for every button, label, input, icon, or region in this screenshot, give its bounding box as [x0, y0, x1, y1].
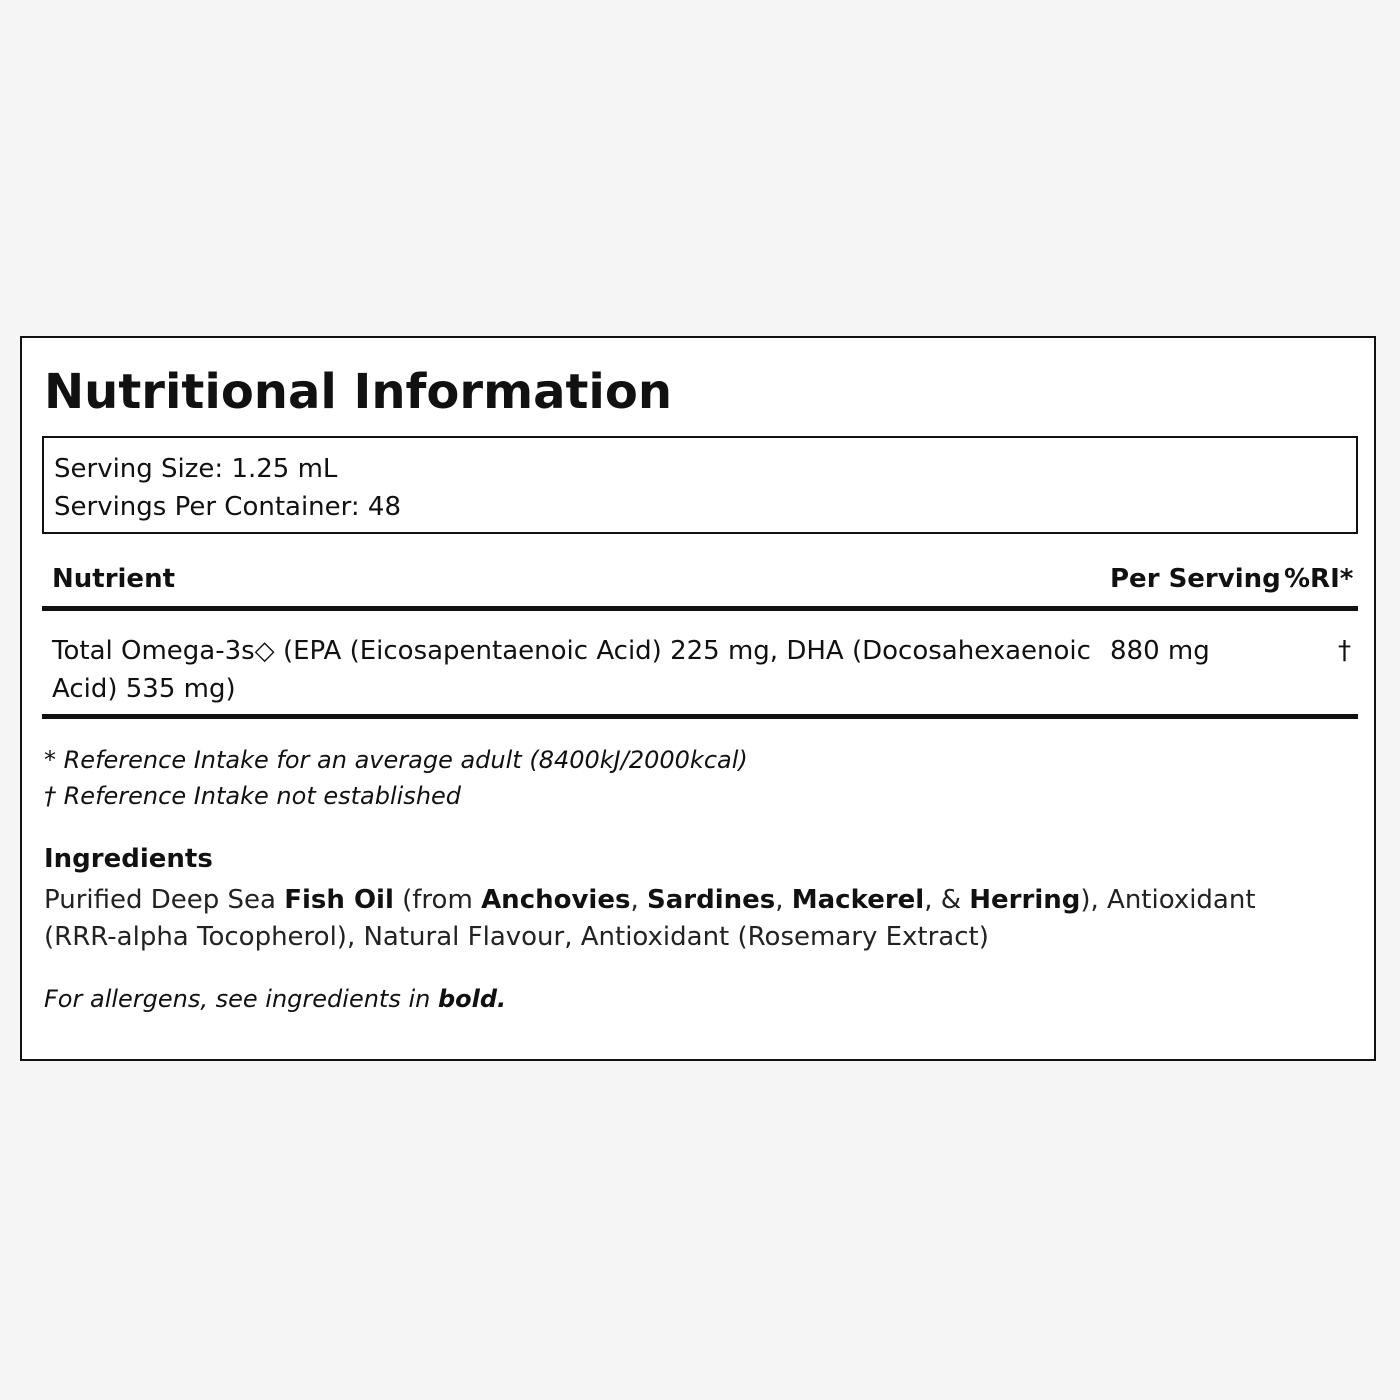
allergen-note [44, 981, 506, 1017]
table-bottom-divider [42, 714, 1358, 719]
ingredient-allergen: Mackerel [791, 885, 925, 915]
column-header-ri: %RI* [1284, 564, 1354, 594]
footnotes [44, 742, 748, 814]
ingredients-text [44, 882, 1324, 956]
nutrient-name: Total Omega-3s◇ (EPA (Eicosapentaenoic Acid) 225 mg, DHA (Docosahexaenoic Acid) 535 mg) [52, 636, 1091, 704]
allergen-note-text: For allergens, see ingredients in [44, 985, 438, 1013]
nutrient-ri: † [1338, 636, 1351, 666]
ingredient-allergen: Herring [969, 885, 1081, 915]
allergen-note-emphasis: bold. [437, 985, 507, 1013]
ingredient-part: ), Antioxidant (RRR-alpha Tocopherol), Natural Flavour, Antioxidant (Rosemary Extract) [44, 885, 1256, 952]
footnote-ri-not-established: † Reference Intake not established [44, 782, 462, 810]
nutrition-panel [20, 336, 1376, 1061]
serving-size: Serving Size: 1.25 mL [54, 454, 338, 484]
ingredient-part: , [630, 885, 647, 915]
ingredients-heading: Ingredients [44, 844, 213, 874]
serving-info-box [42, 436, 1358, 534]
ingredient-part: Purified Deep Sea [44, 885, 285, 915]
ingredient-allergen: Anchovies [481, 885, 631, 915]
panel-title: Nutritional Information [44, 364, 673, 420]
ingredient-part: (from [393, 885, 482, 915]
ingredient-part: , [775, 885, 792, 915]
column-header-per-serving: Per Serving [1110, 564, 1281, 594]
nutrient-per-serving: 880 mg [1110, 636, 1210, 666]
ingredient-allergen: Sardines [646, 885, 776, 915]
header-divider [42, 606, 1358, 611]
footnote-ri-reference: * Reference Intake for an average adult (8400kJ/2000kcal) [44, 746, 748, 774]
servings-per-container: Servings Per Container: 48 [54, 492, 402, 522]
ingredient-allergen: Fish Oil [284, 885, 394, 915]
column-header-nutrient: Nutrient [52, 564, 176, 594]
ingredient-part: , & [924, 885, 970, 915]
